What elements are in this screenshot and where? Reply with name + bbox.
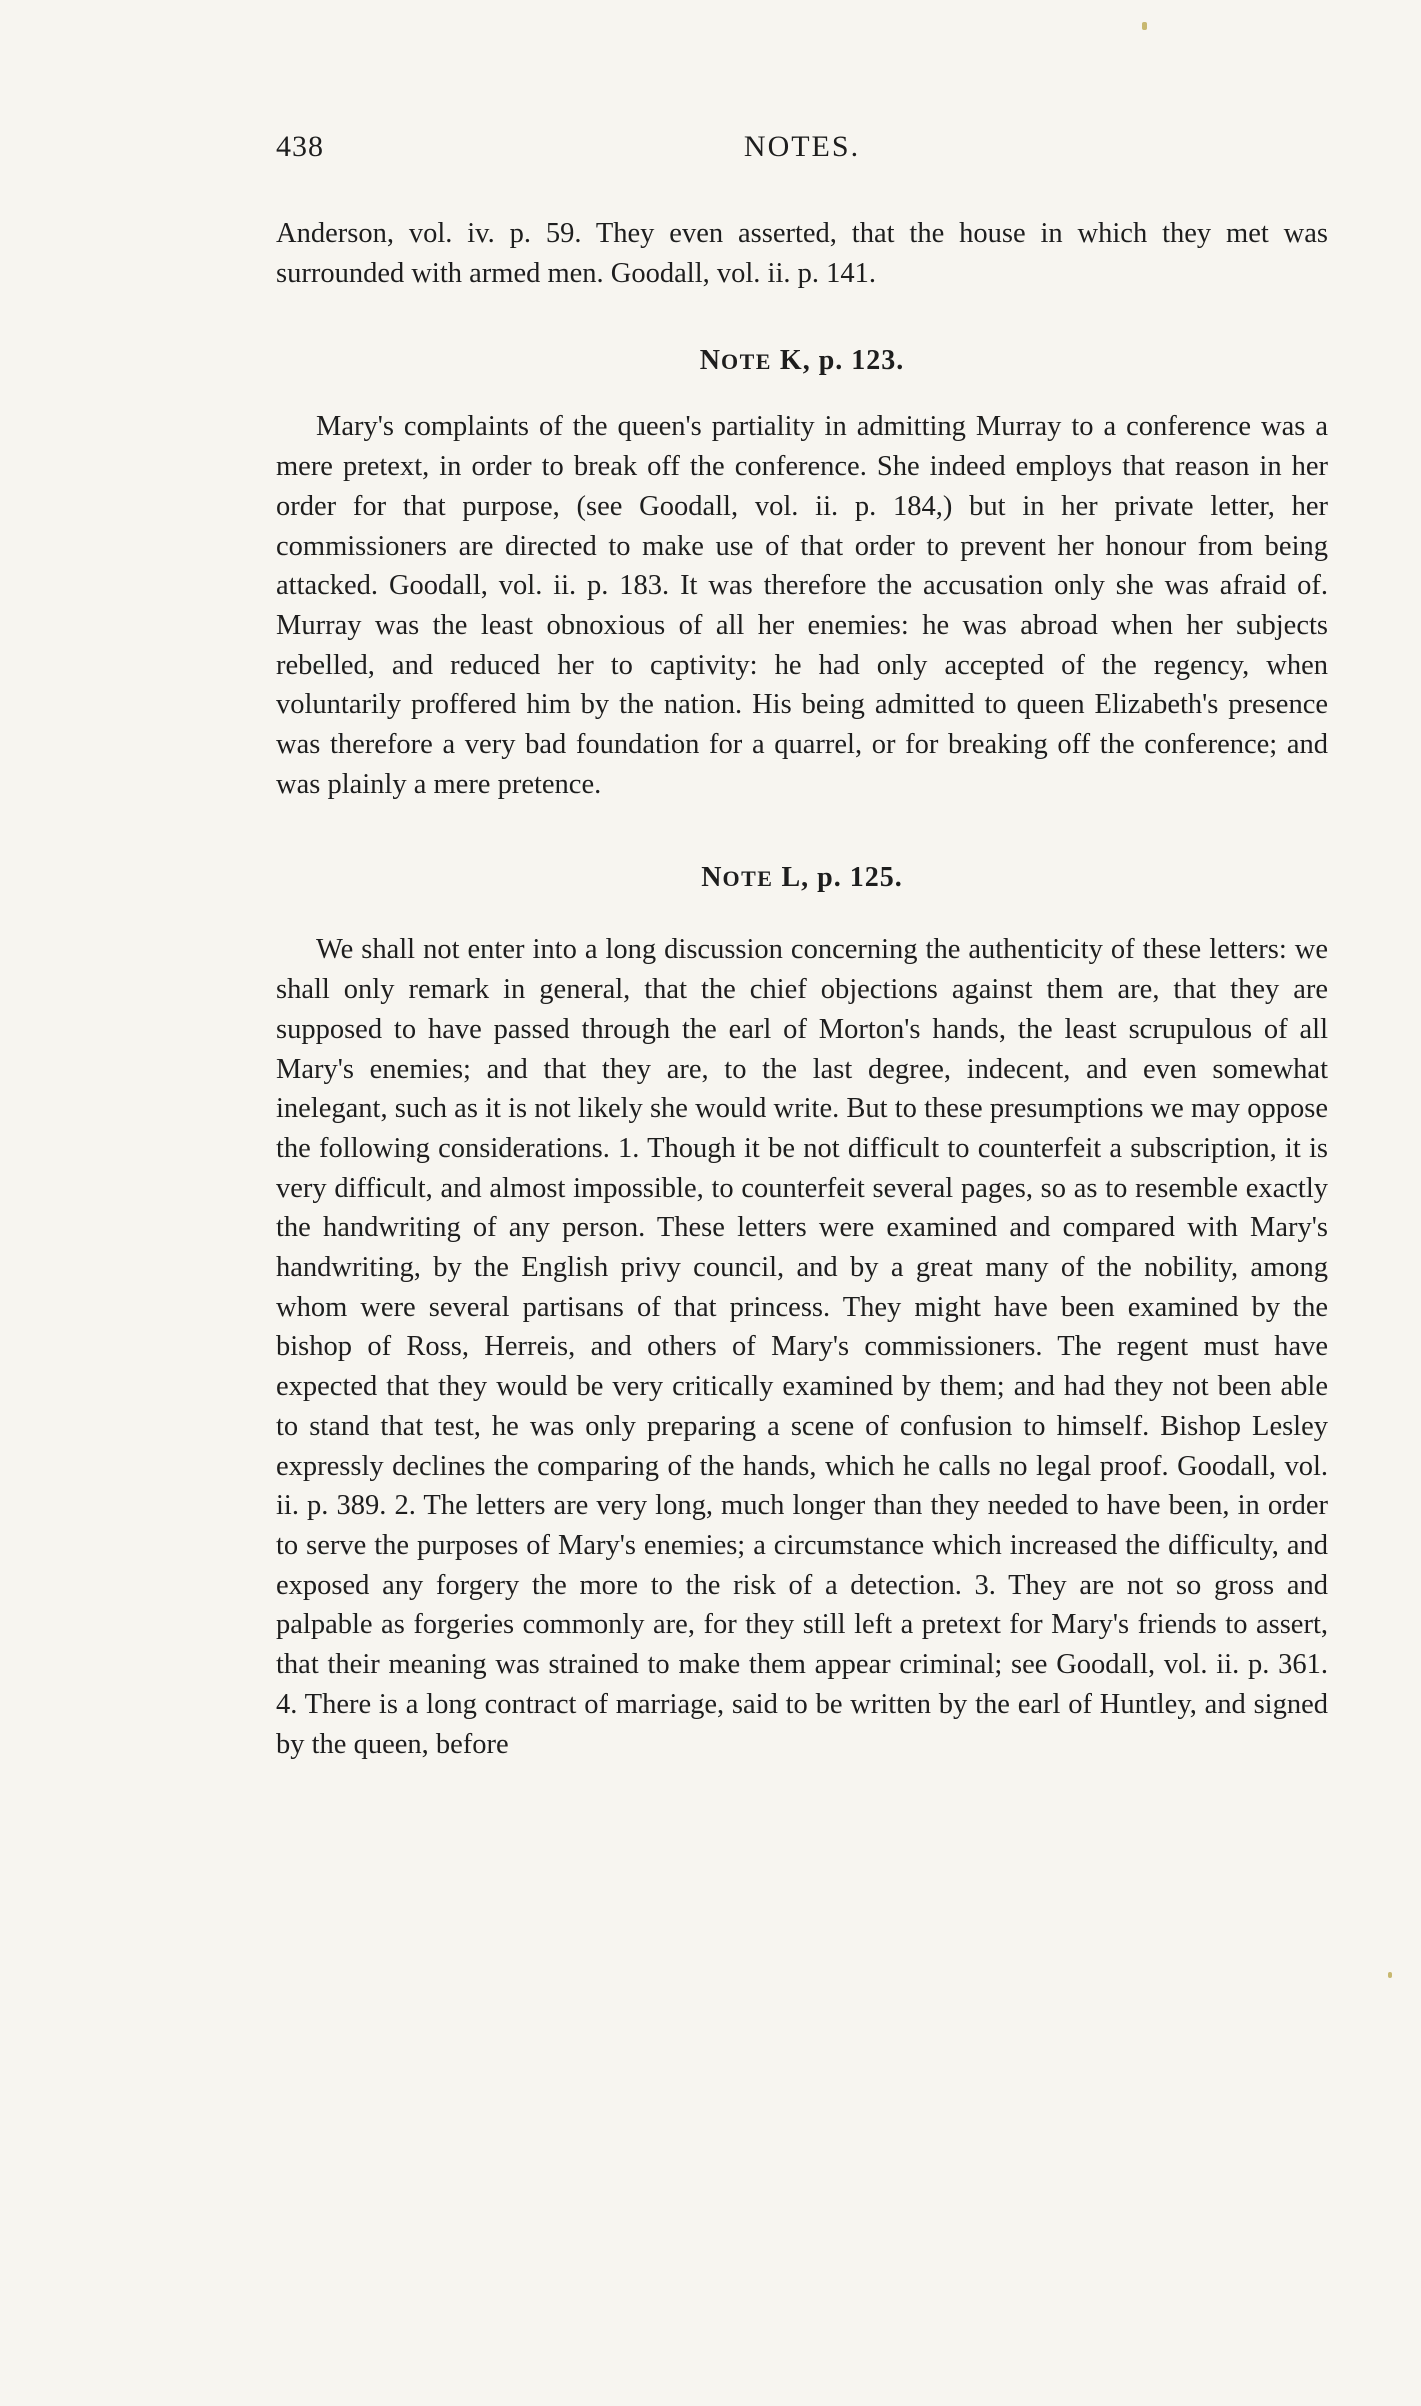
note-k-initial: N <box>699 345 721 377</box>
continuation-paragraph: Anderson, vol. iv. p. 59. They even asserted, that the house in which they met was surrounded with armed men. Goodall, vol. ii. p. 141. <box>276 218 1328 289</box>
paper-speck <box>1142 22 1147 30</box>
note-k-rest: K, p. 123. <box>771 345 905 377</box>
note-k-smallcaps: OTE <box>720 349 772 375</box>
note-l-initial: N <box>701 862 723 894</box>
note-k-heading <box>276 345 1328 377</box>
page-number: 438 <box>276 130 324 163</box>
note-l-heading <box>276 862 1328 894</box>
note-l-smallcaps: OTE <box>722 866 774 892</box>
note-l-rest: L, p. 125. <box>773 862 903 894</box>
running-head <box>276 130 1328 174</box>
paper-speck <box>1388 1972 1392 1978</box>
note-k-paragraph: Mary's complaints of the queen's partiality in admitting Murray to a conference was a mere pretext, in order to break off the conference. She indeed employs that reason in her order for that purpose, (see Goodall, vol. ii. p. 184,) but in her private letter, her commissioners are directed to make use of that order to prevent her honour from being attacked. Goodall, vol. ii. p. 183. It was therefore the accusation only she was afraid of. Murray was the least obnoxious of all her enemies: he was abroad when her subjects rebelled, and reduced her to captivity: he had only accepted of the regency, when voluntarily proffered him by the nation. His being admitted to queen Elizabeth's presence was therefore a very bad foundation for a quarrel, or for breaking off the conference; and was plainly a mere pretence. <box>276 411 1328 800</box>
book-page <box>276 130 1328 1764</box>
running-title: NOTES. <box>743 130 861 163</box>
note-l-paragraph: We shall not enter into a long discussion concerning the authenticity of these letters: we shall only remark in general, that the chief objections against them are, that they are supposed to have passed through the earl of Morton's hands, the least scrupulous of all Mary's enemies; and that they are, to the last degree, indecent, and even somewhat inelegant, such as it is not likely she would write. But to these presumptions we may oppose the following considerations. 1. Though it be not difficult to counterfeit a subscription, it is very difficult, and almost impossible, to counterfeit several pages, so as to resemble exactly the handwriting of any person. These letters were examined and compared with Mary's handwriting, by the English privy council, and by a great many of the nobility, among whom were several partisans of that princess. They might have been examined by the bishop of Ross, Herreis, and others of Mary's commissioners. The regent must have expected that they would be very critically examined by them; and had they not been able to stand that test, he was only preparing a scene of confusion to himself. Bishop Lesley expressly declines the comparing of the hands, which he calls no legal proof. Goodall, vol. ii. p. 389. 2. The letters are very long, much longer than they needed to have been, in order to serve the purposes of Mary's enemies; a circumstance which increased the difficulty, and exposed any forgery the more to the risk of a detection. 3. They are not so gross and palpable as forgeries commonly are, for they still left a pretext for Mary's friends to assert, that their meaning was strained to make them appear criminal; see Goodall, vol. ii. p. 361. 4. There is a long contract of marriage, said to be written by the earl of Huntley, and signed by the queen, before <box>276 934 1328 1760</box>
